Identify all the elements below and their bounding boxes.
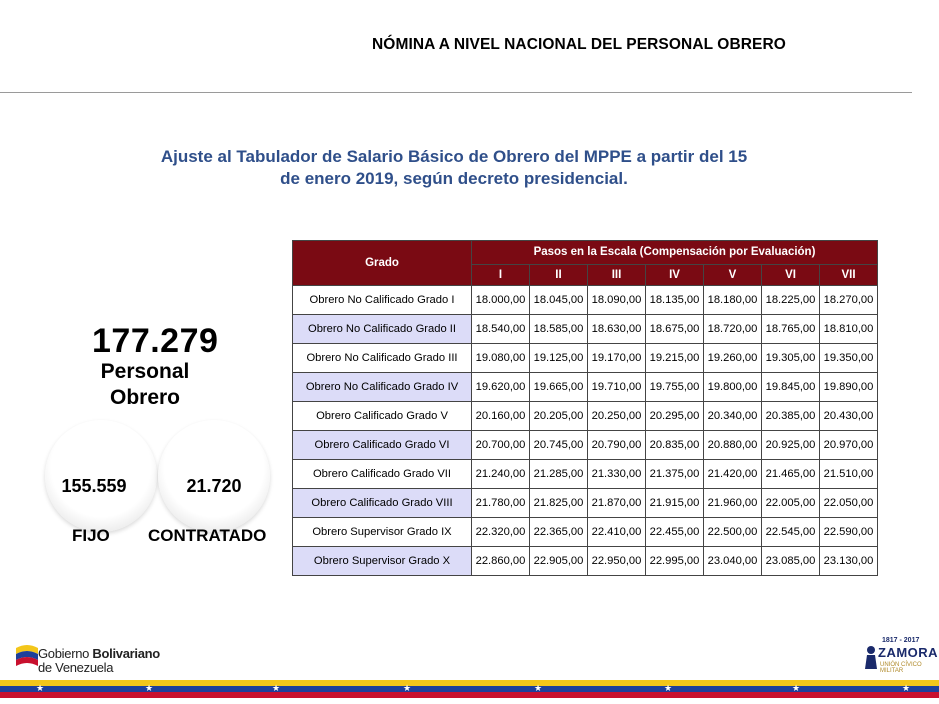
grade-cell: Obrero No Calificado Grado IV — [293, 373, 472, 402]
salary-cell: 19.125,00 — [530, 344, 588, 373]
salary-cell: 20.790,00 — [588, 431, 646, 460]
salary-cell: 21.420,00 — [704, 460, 762, 489]
salary-cell: 20.160,00 — [472, 402, 530, 431]
salary-cell: 22.590,00 — [820, 518, 878, 547]
salary-cell: 22.545,00 — [762, 518, 820, 547]
salary-cell: 20.745,00 — [530, 431, 588, 460]
salary-cell: 18.765,00 — [762, 315, 820, 344]
contratado-value: 21.720 — [186, 476, 242, 496]
salary-cell: 20.205,00 — [530, 402, 588, 431]
table-row — [293, 518, 878, 547]
page-title: NÓMINA A NIVEL NACIONAL DEL PERSONAL OBRERO — [372, 36, 786, 53]
venezuela-flag-icon — [14, 640, 40, 674]
step-header: I — [472, 264, 530, 285]
star-icon: ★ — [792, 683, 801, 693]
grade-cell: Obrero Supervisor Grado IX — [293, 518, 472, 547]
salary-cell: 18.810,00 — [820, 315, 878, 344]
grade-cell: Obrero No Calificado Grado I — [293, 286, 472, 315]
gob-line-2: de Venezuela — [38, 660, 114, 675]
grade-cell: Obrero Calificado Grado VIII — [293, 489, 472, 518]
salary-cell: 22.050,00 — [820, 489, 878, 518]
salary-cell: 21.240,00 — [472, 460, 530, 489]
zamora-subtitle: UNIÓN CÍVICO MILITAR — [880, 662, 922, 674]
salary-cell: 18.540,00 — [472, 315, 530, 344]
salary-cell: 19.305,00 — [762, 344, 820, 373]
salary-cell: 19.665,00 — [530, 373, 588, 402]
fijo-label: FIJO — [72, 526, 110, 545]
salary-cell: 20.925,00 — [762, 431, 820, 460]
salary-cell: 22.005,00 — [762, 489, 820, 518]
salary-cell: 19.845,00 — [762, 373, 820, 402]
grade-cell: Obrero Calificado Grado V — [293, 402, 472, 431]
grade-cell: Obrero Supervisor Grado X — [293, 547, 472, 576]
salary-cell: 20.250,00 — [588, 402, 646, 431]
zamora-years: 1817 - 2017 — [882, 637, 920, 644]
salary-cell: 21.780,00 — [472, 489, 530, 518]
total-personal-label — [80, 359, 210, 411]
salary-cell: 19.755,00 — [646, 373, 704, 402]
salary-cell: 20.880,00 — [704, 431, 762, 460]
salary-cell: 19.350,00 — [820, 344, 878, 373]
gob-line-1a: Gobierno — [38, 646, 93, 661]
table-row — [293, 344, 878, 373]
zamora-figure-icon — [862, 645, 880, 669]
star-icon: ★ — [272, 683, 281, 693]
total-personal-number: 177.279 — [92, 322, 219, 360]
header-divider — [0, 92, 912, 93]
salary-cell: 18.585,00 — [530, 315, 588, 344]
subtitle-line-2: de enero 2019, según decreto presidencial. — [280, 169, 628, 188]
table-header-row — [293, 241, 878, 265]
salary-cell: 23.085,00 — [762, 547, 820, 576]
grade-cell: Obrero Calificado Grado VII — [293, 460, 472, 489]
salary-table — [292, 240, 878, 576]
step-header: II — [530, 264, 588, 285]
salary-cell: 19.710,00 — [588, 373, 646, 402]
grade-cell: Obrero No Calificado Grado III — [293, 344, 472, 373]
salary-cell: 20.385,00 — [762, 402, 820, 431]
step-header: V — [704, 264, 762, 285]
salary-cell: 22.950,00 — [588, 547, 646, 576]
salary-cell: 18.180,00 — [704, 286, 762, 315]
salary-cell: 22.500,00 — [704, 518, 762, 547]
salary-cell: 22.365,00 — [530, 518, 588, 547]
star-icon: ★ — [902, 683, 911, 693]
salary-cell: 21.870,00 — [588, 489, 646, 518]
salary-cell: 20.430,00 — [820, 402, 878, 431]
salary-cell: 22.905,00 — [530, 547, 588, 576]
salary-cell: 20.835,00 — [646, 431, 704, 460]
salary-cell: 22.455,00 — [646, 518, 704, 547]
salary-cell: 19.260,00 — [704, 344, 762, 373]
fijo-value: 155.559 — [61, 476, 127, 496]
step-header: VII — [820, 264, 878, 285]
salary-cell: 22.995,00 — [646, 547, 704, 576]
grade-cell: Obrero No Calificado Grado II — [293, 315, 472, 344]
table-row — [293, 315, 878, 344]
salary-cell: 21.285,00 — [530, 460, 588, 489]
table-row — [293, 373, 878, 402]
gobierno-bolivariano-logo — [38, 647, 160, 675]
salary-cell: 21.375,00 — [646, 460, 704, 489]
salary-cell: 18.630,00 — [588, 315, 646, 344]
table-row — [293, 547, 878, 576]
star-icon: ★ — [534, 683, 543, 693]
table-row — [293, 286, 878, 315]
star-icon: ★ — [36, 683, 45, 693]
salary-cell: 20.295,00 — [646, 402, 704, 431]
table-row — [293, 402, 878, 431]
salary-cell: 19.890,00 — [820, 373, 878, 402]
salary-cell: 19.170,00 — [588, 344, 646, 373]
subtitle-line-1: Ajuste al Tabulador de Salario Básico de Obrero del MPPE a partir del 15 — [160, 147, 748, 166]
salary-cell: 22.860,00 — [472, 547, 530, 576]
step-header: VI — [762, 264, 820, 285]
grade-cell: Obrero Calificado Grado VI — [293, 431, 472, 460]
subtitle — [60, 146, 848, 190]
salary-cell: 18.225,00 — [762, 286, 820, 315]
salary-cell: 18.135,00 — [646, 286, 704, 315]
salary-cell: 18.675,00 — [646, 315, 704, 344]
salary-cell: 21.330,00 — [588, 460, 646, 489]
salary-cell: 18.000,00 — [472, 286, 530, 315]
gob-line-1b: Bolivariano — [92, 646, 160, 661]
step-header: IV — [646, 264, 704, 285]
star-icon: ★ — [403, 683, 412, 693]
salary-cell: 20.970,00 — [820, 431, 878, 460]
salary-cell: 19.215,00 — [646, 344, 704, 373]
salary-cell: 23.130,00 — [820, 547, 878, 576]
step-header: III — [588, 264, 646, 285]
salary-cell: 21.510,00 — [820, 460, 878, 489]
star-icon: ★ — [664, 683, 673, 693]
salary-cell: 21.465,00 — [762, 460, 820, 489]
salary-cell: 19.800,00 — [704, 373, 762, 402]
table-row — [293, 460, 878, 489]
contratado-label: CONTRATADO — [148, 526, 267, 545]
salary-cell: 20.700,00 — [472, 431, 530, 460]
salary-cell: 21.915,00 — [646, 489, 704, 518]
salary-cell: 18.090,00 — [588, 286, 646, 315]
salary-cell: 22.410,00 — [588, 518, 646, 547]
zamora-logo-text: ZAMORA — [878, 645, 939, 660]
salary-cell: 23.040,00 — [704, 547, 762, 576]
salary-cell: 18.270,00 — [820, 286, 878, 315]
table-row — [293, 431, 878, 460]
salary-cell: 22.320,00 — [472, 518, 530, 547]
salary-cell: 21.825,00 — [530, 489, 588, 518]
salary-cell: 20.340,00 — [704, 402, 762, 431]
salary-cell: 19.080,00 — [472, 344, 530, 373]
salary-cell: 21.960,00 — [704, 489, 762, 518]
salary-cell: 18.045,00 — [530, 286, 588, 315]
total-label-line-2: Obrero — [109, 386, 180, 409]
salary-cell: 19.620,00 — [472, 373, 530, 402]
salary-cell: 18.720,00 — [704, 315, 762, 344]
star-icon: ★ — [145, 683, 154, 693]
total-label-line-1: Personal — [100, 360, 190, 383]
pasos-header: Pasos en la Escala (Compensación por Evaluación) — [472, 241, 878, 265]
grado-header: Grado — [293, 241, 472, 286]
table-row — [293, 489, 878, 518]
